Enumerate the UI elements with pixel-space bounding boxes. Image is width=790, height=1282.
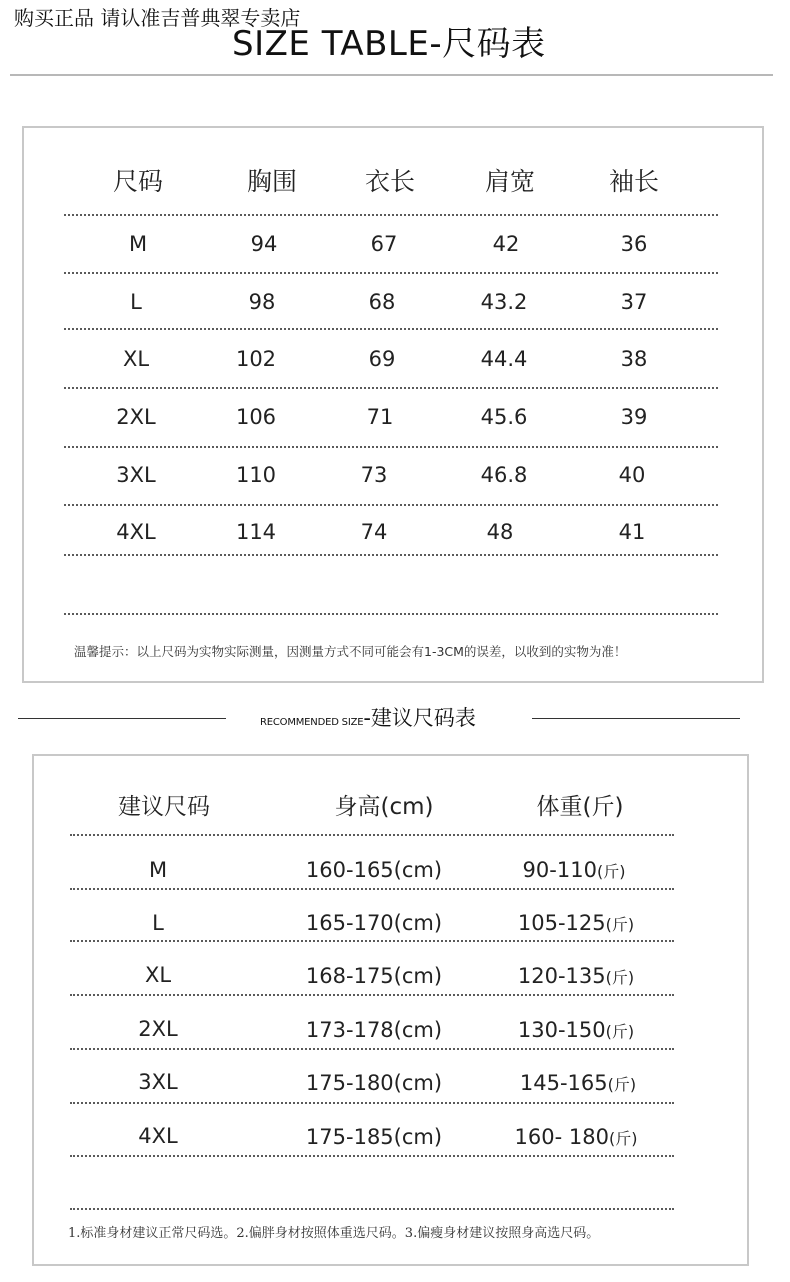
table-cell: 106 xyxy=(235,405,277,429)
table-cell: XL xyxy=(144,963,172,987)
column-header: 体重(斤) xyxy=(536,794,624,820)
weight-value: 120-135 xyxy=(517,964,606,988)
table-cell xyxy=(515,1125,638,1149)
table-cell: 94 xyxy=(250,232,278,256)
weight-value: 130-150 xyxy=(517,1018,606,1042)
row-divider xyxy=(64,328,718,330)
recommendation-note: 1.标准身材建议正常尺码选。2.偏胖身材按照体重选尺码。3.偏瘦身材建议按照身高选尺码。 xyxy=(68,1226,600,1241)
table-cell xyxy=(306,1018,442,1042)
table-cell: 2XL xyxy=(116,405,156,429)
row-divider xyxy=(70,834,674,836)
table-cell: 39 xyxy=(620,405,648,429)
table-cell: XL xyxy=(122,347,150,371)
table-cell xyxy=(518,964,634,988)
recommended-table-panel xyxy=(32,754,749,1266)
row-divider xyxy=(70,994,674,996)
row-divider xyxy=(64,214,718,216)
table-cell: 2XL xyxy=(138,1017,178,1041)
table-cell: 102 xyxy=(235,347,277,371)
table-cell xyxy=(306,1125,442,1149)
table-cell: L xyxy=(152,911,164,935)
recommended-title-en: RECOMMENDED SIZE xyxy=(260,717,364,728)
row-divider xyxy=(70,1208,674,1210)
height-value: 165-170 xyxy=(305,911,394,935)
table-cell: 46.8 xyxy=(480,463,528,487)
column-header: 衣长 xyxy=(364,167,416,196)
column-header: 身高(cm) xyxy=(334,794,434,820)
row-divider xyxy=(64,554,718,556)
row-divider xyxy=(64,272,718,274)
row-divider xyxy=(64,613,718,615)
table-cell: 3XL xyxy=(138,1070,178,1094)
table-cell xyxy=(523,858,626,882)
table-cell: 44.4 xyxy=(480,347,528,371)
table-cell: 4XL xyxy=(138,1124,178,1148)
table-cell: 37 xyxy=(620,290,648,314)
store-notice: 购买正品 请认准吉普典翠专卖店 xyxy=(14,6,301,30)
table-cell: 69 xyxy=(368,347,396,371)
weight-value: 105-125 xyxy=(517,911,606,935)
weight-unit: (斤) xyxy=(596,862,626,881)
height-unit: (cm) xyxy=(393,911,443,935)
table-cell: 42 xyxy=(492,232,520,256)
recommended-title xyxy=(260,702,476,732)
table-cell xyxy=(306,911,442,935)
table-cell: 71 xyxy=(366,405,394,429)
height-unit: (cm) xyxy=(393,1071,443,1095)
table-cell: 41 xyxy=(618,520,646,544)
weight-value: 160- 180 xyxy=(514,1125,609,1149)
table-cell: 110 xyxy=(235,463,277,487)
table-cell: 36 xyxy=(620,232,648,256)
table-cell: M xyxy=(148,858,168,882)
weight-unit: (斤) xyxy=(605,1022,635,1041)
column-header: 胸围 xyxy=(246,167,298,196)
size-table-panel xyxy=(22,126,764,683)
row-divider xyxy=(70,1102,674,1104)
table-cell xyxy=(306,964,442,988)
row-divider xyxy=(70,888,674,890)
row-divider xyxy=(64,446,718,448)
table-cell xyxy=(518,911,634,935)
column-header: 肩宽 xyxy=(484,167,536,196)
weight-value: 145-165 xyxy=(519,1071,608,1095)
row-divider xyxy=(64,504,718,506)
table-cell: 38 xyxy=(620,347,648,371)
row-divider xyxy=(70,1048,674,1050)
measurement-note: 温馨提示：以上尺码为实物实际测量，因测量方式不同可能会有1-3CM的误差，以收到的实物为准！ xyxy=(74,644,627,659)
table-cell: 73 xyxy=(360,463,388,487)
table-cell: 68 xyxy=(368,290,396,314)
recommended-title-cn: -建议尺码表 xyxy=(363,706,476,730)
heading-divider-left xyxy=(18,718,226,719)
table-cell xyxy=(518,1018,634,1042)
table-cell: L xyxy=(130,290,142,314)
height-value: 175-185 xyxy=(305,1125,394,1149)
height-value: 175-180 xyxy=(305,1071,394,1095)
row-divider xyxy=(70,1155,674,1157)
height-unit: (cm) xyxy=(393,858,443,882)
table-cell: 3XL xyxy=(116,463,156,487)
table-cell xyxy=(306,858,442,882)
height-value: 173-178 xyxy=(305,1018,394,1042)
table-cell: 43.2 xyxy=(480,290,528,314)
table-cell: 98 xyxy=(248,290,276,314)
title-divider xyxy=(10,74,773,76)
column-header: 袖长 xyxy=(608,167,660,196)
height-unit: (cm) xyxy=(393,1125,443,1149)
table-cell: 74 xyxy=(360,520,388,544)
table-cell: 48 xyxy=(486,520,514,544)
table-cell: 45.6 xyxy=(480,405,528,429)
weight-unit: (斤) xyxy=(608,1129,638,1148)
weight-value: 90-110 xyxy=(522,858,597,882)
height-value: 168-175 xyxy=(305,964,394,988)
page-title: SIZE TABLE-尺码表 xyxy=(232,24,546,64)
row-divider xyxy=(64,387,718,389)
height-value: 160-165 xyxy=(305,858,394,882)
table-cell: M xyxy=(128,232,148,256)
height-unit: (cm) xyxy=(393,964,443,988)
column-header: 尺码 xyxy=(112,167,164,196)
row-divider xyxy=(70,940,674,942)
table-cell: 4XL xyxy=(116,520,156,544)
table-cell: 114 xyxy=(235,520,277,544)
weight-unit: (斤) xyxy=(607,1075,637,1094)
table-cell: 67 xyxy=(370,232,398,256)
height-unit: (cm) xyxy=(393,1018,443,1042)
heading-divider-right xyxy=(532,718,740,719)
weight-unit: (斤) xyxy=(605,915,635,934)
table-cell xyxy=(306,1071,442,1095)
table-cell: 40 xyxy=(618,463,646,487)
column-header: 建议尺码 xyxy=(118,794,210,820)
weight-unit: (斤) xyxy=(605,968,635,987)
table-cell xyxy=(520,1071,636,1095)
